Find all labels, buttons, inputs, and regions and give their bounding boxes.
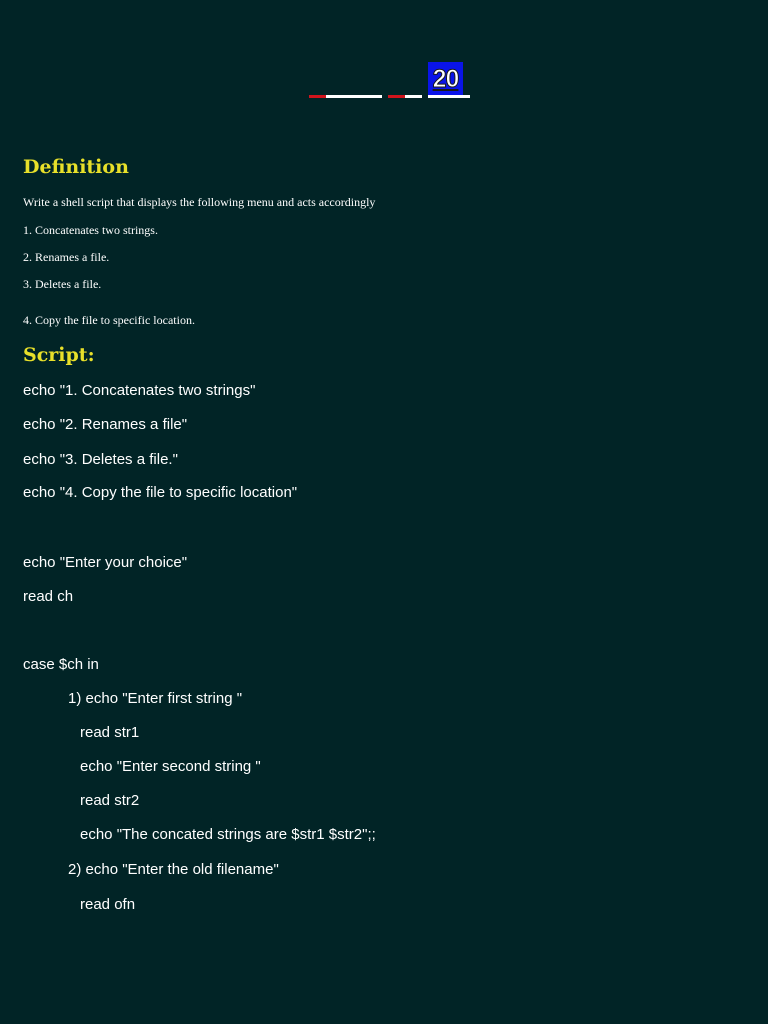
code-line: echo "4. Copy the file to specific location" bbox=[23, 484, 298, 501]
header-rule-red-right bbox=[388, 95, 405, 98]
header-rule-red-left bbox=[309, 95, 326, 98]
code-line: echo "Enter your choice" bbox=[23, 554, 188, 571]
code-line: 1) echo "Enter first string " bbox=[68, 690, 243, 707]
definition-item: 1. Concatenates two strings. bbox=[23, 223, 158, 237]
code-line: read str1 bbox=[80, 724, 140, 741]
header-rule-white-right bbox=[462, 95, 470, 98]
header-rule-white-mid bbox=[405, 95, 422, 98]
definition-intro: Write a shell script that displays the following menu and acts accordingly bbox=[23, 195, 376, 209]
code-line: case $ch in bbox=[23, 656, 99, 673]
definition-heading: Definition bbox=[23, 156, 129, 178]
script-heading: Script: bbox=[23, 344, 95, 366]
code-line: echo "3. Deletes a file." bbox=[23, 451, 178, 468]
header-rule-white-left bbox=[326, 95, 382, 98]
code-line: 2) echo "Enter the old filename" bbox=[68, 861, 279, 878]
code-line: echo "The concated strings are $str1 $str2";; bbox=[80, 826, 376, 843]
code-line: read str2 bbox=[80, 792, 140, 809]
code-line: echo "Enter second string " bbox=[80, 758, 261, 775]
page-number-badge: 20 bbox=[428, 62, 463, 98]
code-line: read ofn bbox=[80, 896, 136, 913]
definition-item: 2. Renames a file. bbox=[23, 250, 110, 264]
code-line: echo "2. Renames a file" bbox=[23, 416, 188, 433]
page-header bbox=[0, 62, 768, 102]
code-line: read ch bbox=[23, 588, 74, 605]
definition-item: 3. Deletes a file. bbox=[23, 277, 102, 291]
definition-item: 4. Copy the file to specific location. bbox=[23, 313, 195, 327]
code-line: echo "1. Concatenates two strings" bbox=[23, 382, 256, 399]
